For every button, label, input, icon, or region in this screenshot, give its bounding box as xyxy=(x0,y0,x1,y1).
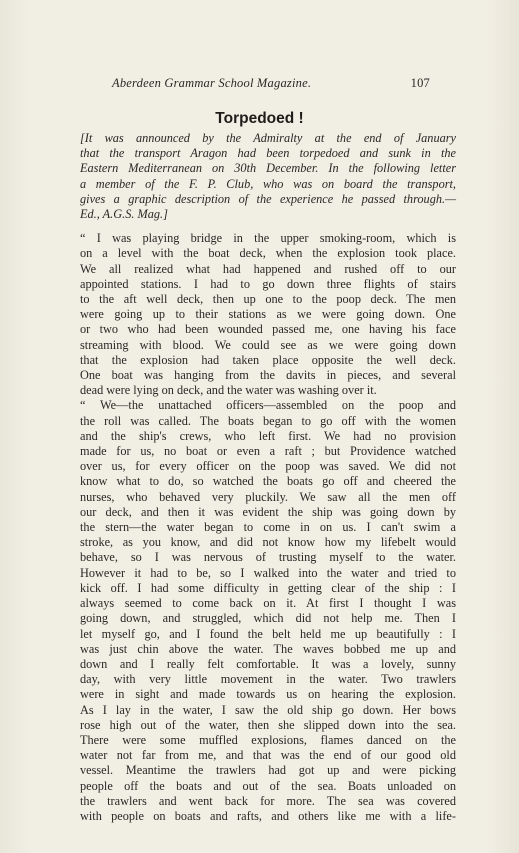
text-line: let myself go, and I found the belt held me up beautifully : I xyxy=(80,626,456,641)
text-line: “ I was playing bridge in the upper smoking-room, which is xyxy=(80,231,456,246)
text-line: our deck, and then it was evident the ship was going down by xyxy=(80,504,456,519)
article-body xyxy=(80,131,456,824)
text-line: [It was announced by the Admiralty at the end of January xyxy=(80,131,456,145)
text-line: “ We—the unattached officers—assembled on the poop and xyxy=(80,398,456,413)
text-line: that the explosion had taken place opposite the well deck. xyxy=(80,352,456,367)
text-line: was just chin above the water. The waves bobbed me up and xyxy=(80,641,456,656)
text-line: nurses, who behaved very pluckily. We saw all the men off xyxy=(80,489,456,504)
article-title: Torpedoed ! xyxy=(215,110,304,127)
text-line: kick off. I had some difficulty in getting clear of the ship : I xyxy=(80,580,456,595)
text-line: vessel. Meantime the trawlers had got up and were picking xyxy=(80,763,456,778)
running-title: Aberdeen Grammar School Magazine. xyxy=(112,76,312,90)
text-line: We all realized what had happened and rushed off to our xyxy=(80,261,456,276)
text-line: down and I really felt comfortable. It was a lovely, sunny xyxy=(80,656,456,671)
editor-note xyxy=(80,131,456,222)
paragraph-2 xyxy=(80,398,456,824)
text-line: day, with very little movement in the water. Two trawlers xyxy=(80,672,456,687)
text-line: rose high out of the water, then she slipped down into the sea. xyxy=(80,717,456,732)
paragraph-1 xyxy=(80,231,456,398)
text-line: on a level with the boat deck, when the explosion took place. xyxy=(80,246,456,261)
text-line: made for us, no boat or even a raft ; but Providence watched xyxy=(80,444,456,459)
text-line: the trawlers and went back for more. The sea was covered xyxy=(80,793,456,808)
text-line: were going up to their stations as we were going down. One xyxy=(80,307,456,322)
text-line: Ed., A.G.S. Mag.] xyxy=(80,207,168,222)
text-line: over us, for every officer on the poop was saved. We did not xyxy=(80,459,456,474)
text-line: appointed stations. I had to go down three flights of stairs xyxy=(80,276,456,291)
text-line: were in sight and made towards us on hearing the explosion. xyxy=(80,687,456,702)
text-line: streaming with blood. We could see as we were going down xyxy=(80,337,456,352)
text-line: to the aft well deck, then up one to the poop deck. The men xyxy=(80,292,456,307)
text-line: stroke, as you know, and did not know how my lifebelt would xyxy=(80,535,456,550)
running-header xyxy=(112,76,430,91)
text-line: dead were lying on deck, and the water was washing over it. xyxy=(80,383,377,398)
text-line: going down, and struggled, which did not help me. Then I xyxy=(80,611,456,626)
text-line: the roll was called. The boats began to go off with the women xyxy=(80,413,456,428)
text-line: with people on boats and rafts, and others like me with a life- xyxy=(80,808,456,823)
text-line: know what to do, so watched the boats go off and cheered the xyxy=(80,474,456,489)
text-line: However it had to be, so I walked into the water and tried to xyxy=(80,565,456,580)
text-line: Eastern Mediterranean on 30th December. In the following letter xyxy=(80,161,456,176)
text-line: behave, so I was nervous of trusting myself to the water. xyxy=(80,550,456,565)
page-number: 107 xyxy=(410,76,430,90)
text-line: and the ship's crews, who left first. We had no provision xyxy=(80,428,456,443)
text-line: One boat was hanging from the davits in pieces, and several xyxy=(80,368,456,383)
text-line: gives a graphic description of the experience he passed through.— xyxy=(80,191,456,206)
text-line: that the transport Aragon had been torpedoed and sunk in the xyxy=(80,146,456,161)
text-line: water not far from me, and that was the end of our good old xyxy=(80,748,456,763)
text-line: As I lay in the water, I saw the old ship go down. Her bows xyxy=(80,702,456,717)
text-line: the stern—the water began to come in on us. I can't swim a xyxy=(80,520,456,535)
text-line: a member of the F. P. Club, who was on board the transport, xyxy=(80,176,456,191)
text-line: people off the boats and out of the sea. Boats unloaded on xyxy=(80,778,456,793)
text-line: There were some muffled explosions, flames danced on the xyxy=(80,732,456,747)
text-line: always seemed to come back on it. At first I thought I was xyxy=(80,596,456,611)
text-line: or two who had been wounded passed me, one having his face xyxy=(80,322,456,337)
